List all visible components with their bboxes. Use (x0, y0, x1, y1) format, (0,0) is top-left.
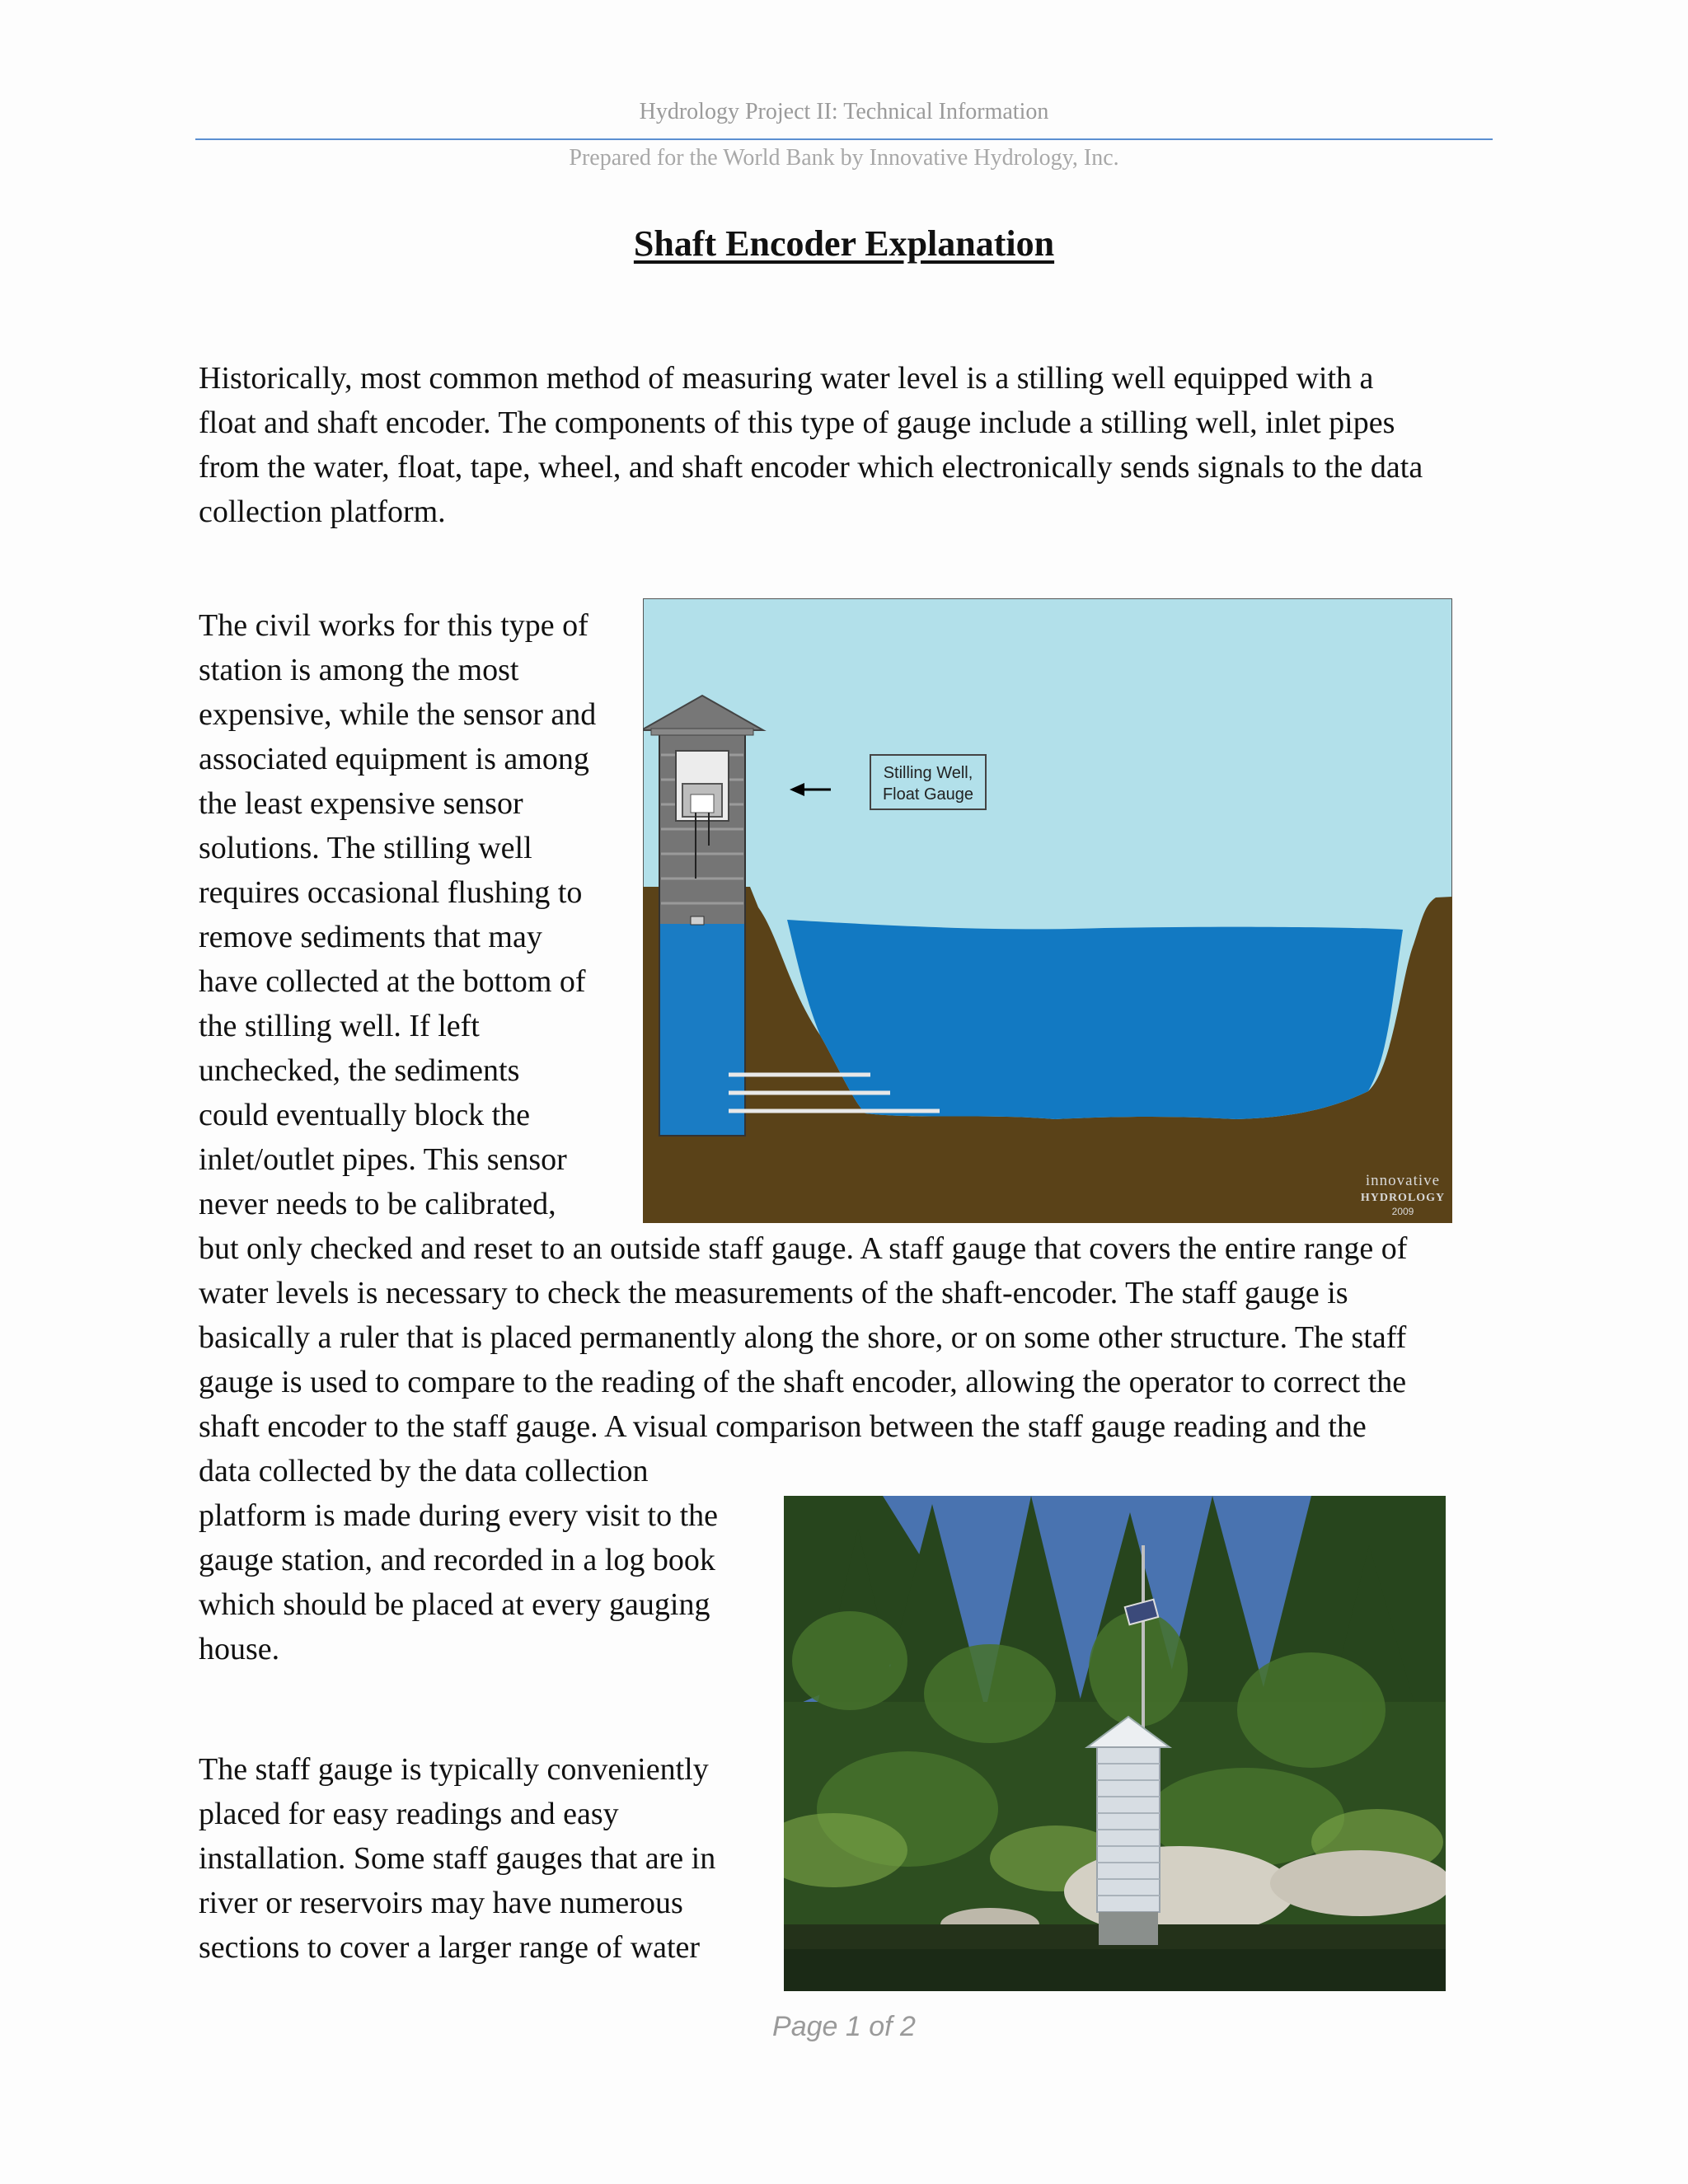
text-line: solutions. The stilling well (199, 831, 532, 865)
paragraph-intro (199, 356, 1493, 534)
text-line: The civil works for this type of (199, 608, 588, 643)
river-water (787, 920, 1403, 1119)
header-title: Hydrology Project II: Technical Information (639, 99, 1049, 124)
gauge-house-photo (784, 1496, 1446, 1991)
text-line: never needs to be calibrated, (199, 1187, 556, 1221)
text-line: shaft encoder to the staff gauge. A visual comparison between the staff gauge reading and the (199, 1409, 1367, 1444)
text-line: sections to cover a larger range of water (199, 1930, 701, 1965)
text-line: the least expensive sensor (199, 786, 523, 821)
page-title: Shaft Encoder Explanation (633, 223, 1055, 264)
text-line: data collected by the data collection (199, 1454, 649, 1488)
text-line: installation. Some staff gauges that are in (199, 1841, 716, 1876)
text-line: The staff gauge is typically conveniently (199, 1752, 709, 1787)
stilling-well-diagram (643, 598, 1452, 1223)
text-line: have collected at the bottom of (199, 964, 586, 999)
text-line: basically a ruler that is placed permanently along the shore, or on some other structure. The staff (199, 1320, 1407, 1355)
text-line: could eventually block the (199, 1098, 531, 1132)
text-line: Historically, most common method of measuring water level is a stilling well equipped with a (199, 361, 1374, 396)
watermark-year: 2009 (1391, 1206, 1414, 1217)
text-line: float and shaft encoder. The components of this type of gauge include a stilling well, inlet pipes (199, 405, 1395, 440)
encoder-wheel (691, 794, 714, 813)
page-number: Page 1 of 2 (772, 2011, 916, 2042)
text-line: collection platform. (199, 494, 446, 529)
paragraph-staff-gauge-placement (199, 1747, 759, 1970)
text-line: from the water, float, tape, wheel, and shaft encoder which electronically sends signals to the data (199, 450, 1423, 485)
text-line: gauge station, and recorded in a log book (199, 1543, 715, 1577)
watermark-innovative: innovative (1365, 1172, 1441, 1189)
header-divider (195, 138, 1493, 140)
diagram-label-line2: Float Gauge (882, 785, 974, 804)
text-line: unchecked, the sediments (199, 1053, 520, 1088)
text-line: water levels is necessary to check the measurements of the shaft-encoder. The staff gauge is (199, 1276, 1348, 1310)
well-water (659, 924, 745, 1136)
text-line: station is among the most (199, 653, 519, 687)
paragraph-visual-comparison (199, 1449, 759, 1671)
text-line: placed for easy readings and easy (199, 1797, 619, 1831)
text-line: the stilling well. If left (199, 1009, 480, 1043)
text-line: platform is made during every visit to the (199, 1498, 719, 1533)
text-line: but only checked and reset to an outside staff gauge. A staff gauge that covers the entire range of (199, 1231, 1408, 1266)
text-line: expensive, while the sensor and (199, 697, 597, 732)
well-roof-edge (651, 729, 753, 735)
gauge-house-base (1099, 1912, 1158, 1945)
paragraph-staff-gauge (199, 1226, 1493, 1449)
float (691, 916, 704, 925)
header-subtitle: Prepared for the World Bank by Innovative Hydrology, Inc. (569, 145, 1119, 171)
paragraph-civil-works (199, 603, 627, 1226)
text-line: inlet/outlet pipes. This sensor (199, 1142, 567, 1177)
text-line: river or reservoirs may have numerous (199, 1886, 683, 1920)
diagram-label-line1: Stilling Well, (883, 764, 973, 782)
text-line: associated equipment is among (199, 742, 589, 776)
text-line: remove sediments that may (199, 920, 542, 954)
watermark-hydrology: HYDROLOGY (1360, 1192, 1446, 1204)
text-line: requires occasional flushing to (199, 875, 583, 910)
text-line: gauge is used to compare to the reading of the shaft encoder, allowing the operator to correct the (199, 1365, 1407, 1399)
text-line: which should be placed at every gauging (199, 1587, 710, 1622)
text-line: house. (199, 1632, 280, 1666)
